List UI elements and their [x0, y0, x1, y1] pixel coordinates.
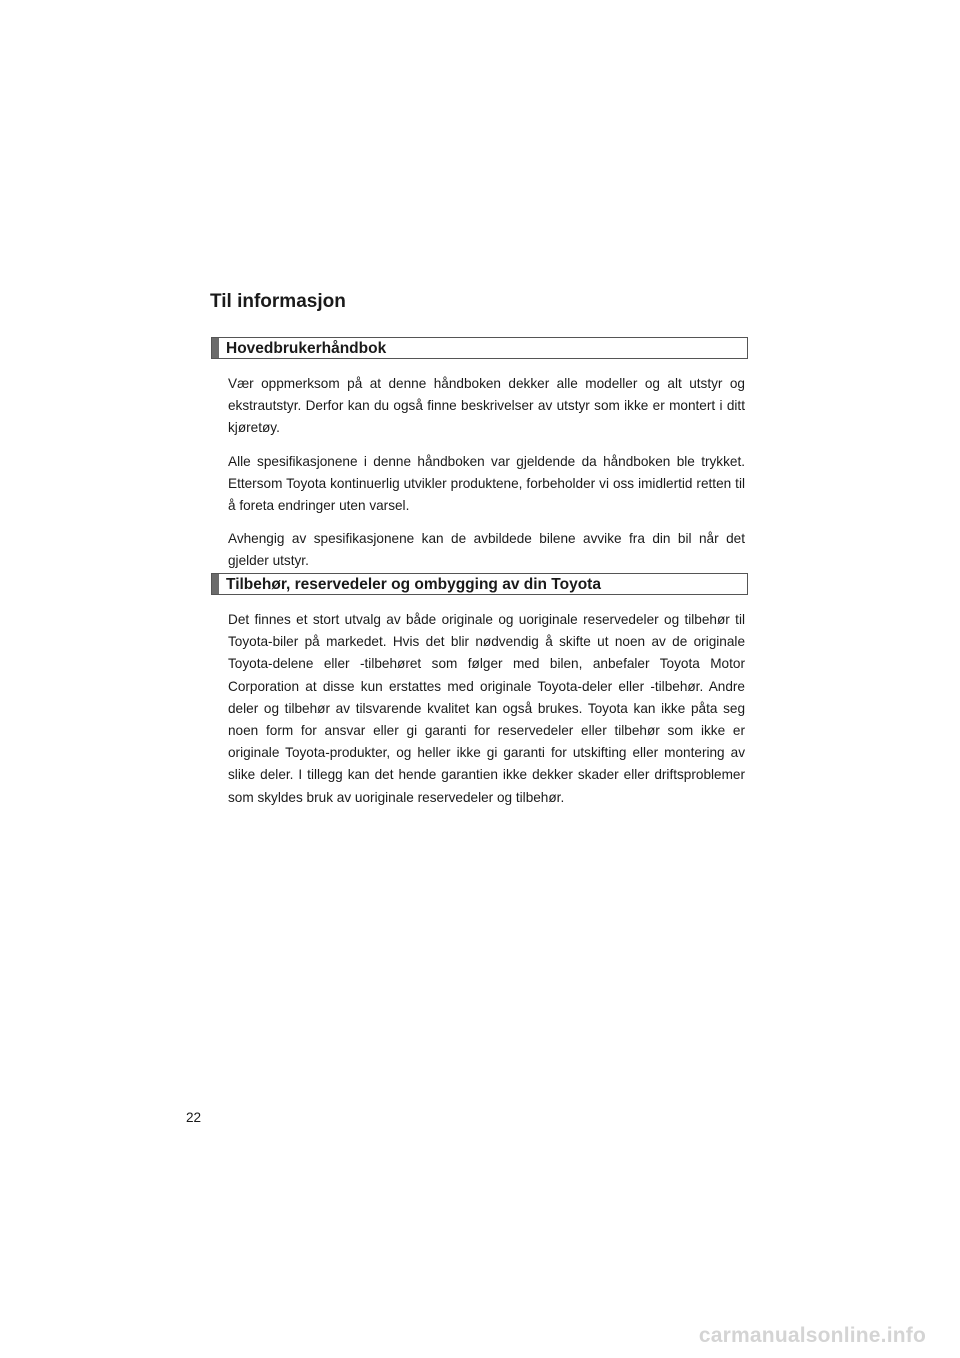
page-number: 22 — [186, 1110, 202, 1125]
paragraph: Alle spesifikasjonene i denne håndboken var gjeldende da håndboken ble trykket. Ettersom Toyota kontinuerlig utvikler produktene, forbeholder vi oss imidlertid retten til å foreta endringer uten varsel. — [228, 453, 745, 514]
page-title: Til informasjon — [210, 291, 346, 312]
paragraph: Vær oppmerksom på at denne håndboken dekker alle modeller og alt utstyr og ekstrautstyr. Derfor kan du også finne beskrivelser av utstyr som ikke er montert i ditt kjøretøy. — [228, 376, 745, 436]
section-heading: Hovedbrukerhåndbok — [226, 340, 387, 357]
section-accent-marker — [212, 338, 219, 358]
section-body — [228, 373, 745, 584]
section-heading-bar — [211, 573, 748, 595]
section-body — [228, 609, 745, 820]
paragraph: Det finnes et stort utvalg av både originale og uoriginale reservedeler og tilbehør til Toyota-biler på markedet. Hvis det blir nødvendig å skifte ut noen av de originale Toyota-delene eller -tilbehøret som følger med bilen, anbefaler Toyota Motor Corporation at disse kun erstattes med originale Toyota-deler eller -tilbehør. Andre deler og tilbehør av tilsvarende kvalitet kan også brukes. Toyota kan ikke påta seg noen form for ansvar eller gi garanti for reservedeler eller tilbehør som ikke er originale Toyota-produkter, og heller ikke gi garanti for utskifting eller montering av slike deler. I tillegg kan det hende garantien ikke dekker skader eller driftsproblemer som skyldes bruk av uoriginale reservedeler og tilbehør. — [228, 612, 745, 805]
section-accent-marker — [212, 574, 219, 594]
section-heading: Tilbehør, reservedeler og ombygging av din Toyota — [226, 576, 601, 593]
section-heading-bar — [211, 337, 748, 359]
paragraph: Avhengig av spesifikasjonene kan de avbildede bilene avvike fra din bil når det gjelder utstyr. — [228, 531, 745, 569]
watermark: carmanualsonline.info — [698, 1324, 926, 1347]
